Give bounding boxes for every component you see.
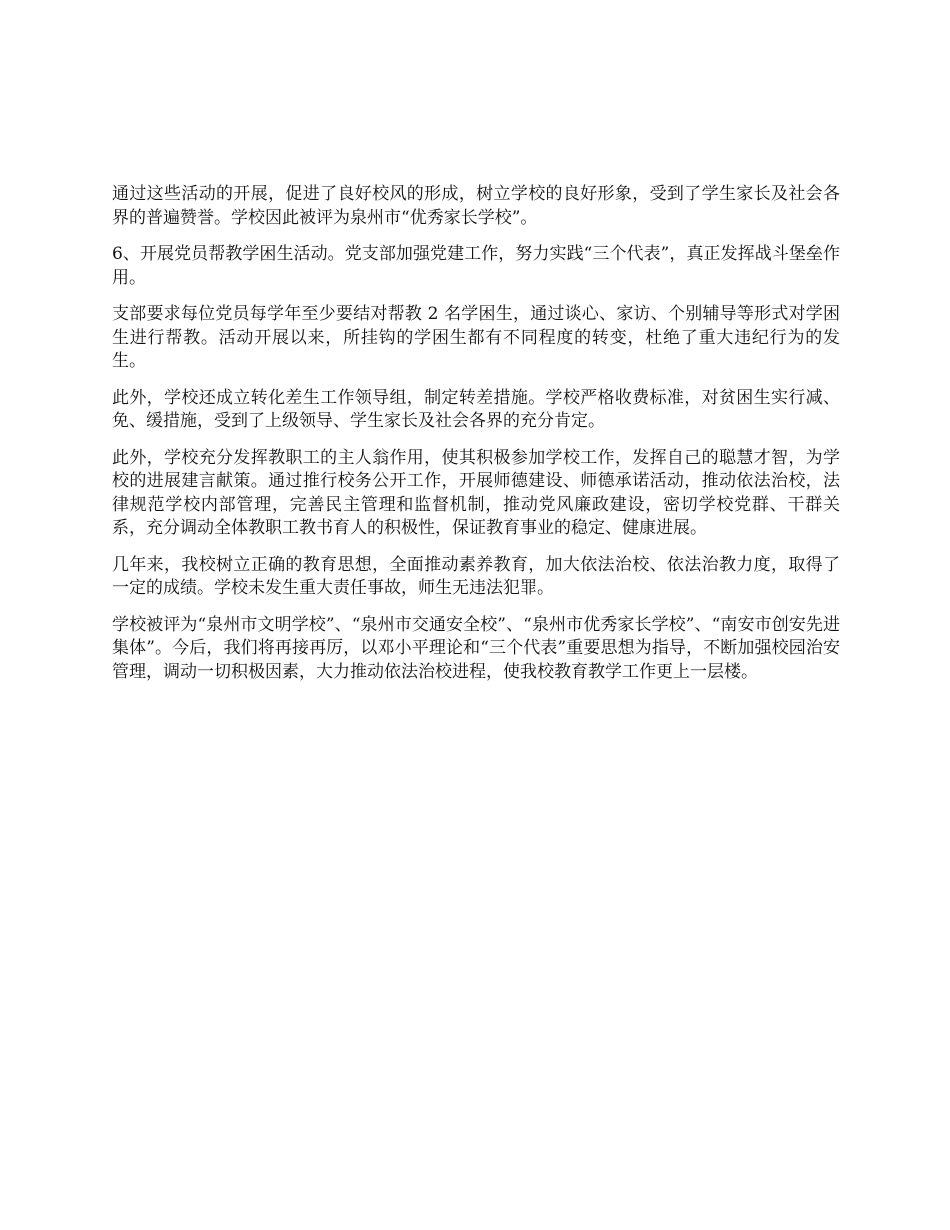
paragraph: 通过这些活动的开展，促进了良好校风的形成，树立学校的良好形象，受到了学生家长及社会各界的普遍赞誉。学校因此被评为泉州市“优秀家长学校”。 bbox=[112, 184, 840, 228]
paragraph: 此外，学校充分发挥教职工的主人翁作用，使其积极参加学校工作，发挥自己的聪慧才智，为学校的进展建言献策。通过推行校务公开工作，开展师德建设、师德承诺活动，推动依法治校，法律规范学校内部管理，完善民主管理和监督机制，推动党风廉政建设，密切学校党群、干群关系，充分调动全体教职工教书育人的积极性，保证教育事业的稳定、健康进展。 bbox=[112, 447, 840, 538]
paragraph: 几年来，我校树立正确的教育思想，全面推动素养教育，加大依法治校、依法治教力度，取得了一定的成绩。学校未发生重大责任事故，师生无违法犯罪。 bbox=[112, 554, 840, 598]
paragraph: 学校被评为“泉州市文明学校”、“泉州市交通安全校”、“泉州市优秀家长学校”、“南安市创安先进集体”。今后，我们将再接再厉，以邓小平理论和“三个代表”重要思想为指导，不断加强校园治安管理，调动一切积极因素，大力推动依法治校进程，使我校教育教学工作更上一层楼。 bbox=[112, 614, 840, 682]
paragraph: 此外，学校还成立转化差生工作领导组，制定转差措施。学校严格收费标准，对贫困生实行减、免、缓措施，受到了上级领导、学生家长及社会各界的充分肯定。 bbox=[112, 387, 840, 431]
paragraph: 6、开展党员帮教学困生活动。党支部加强党建工作，努力实践“三个代表”，真正发挥战斗堡垒作用。 bbox=[112, 244, 840, 288]
paragraph: 支部要求每位党员每学年至少要结对帮教 2 名学困生，通过谈心、家访、个别辅导等形式对学困生进行帮教。活动开展以来，所挂钩的学困生都有不同程度的转变，杜绝了重大违纪行为的发生。 bbox=[112, 304, 840, 371]
document-body bbox=[112, 183, 840, 697]
